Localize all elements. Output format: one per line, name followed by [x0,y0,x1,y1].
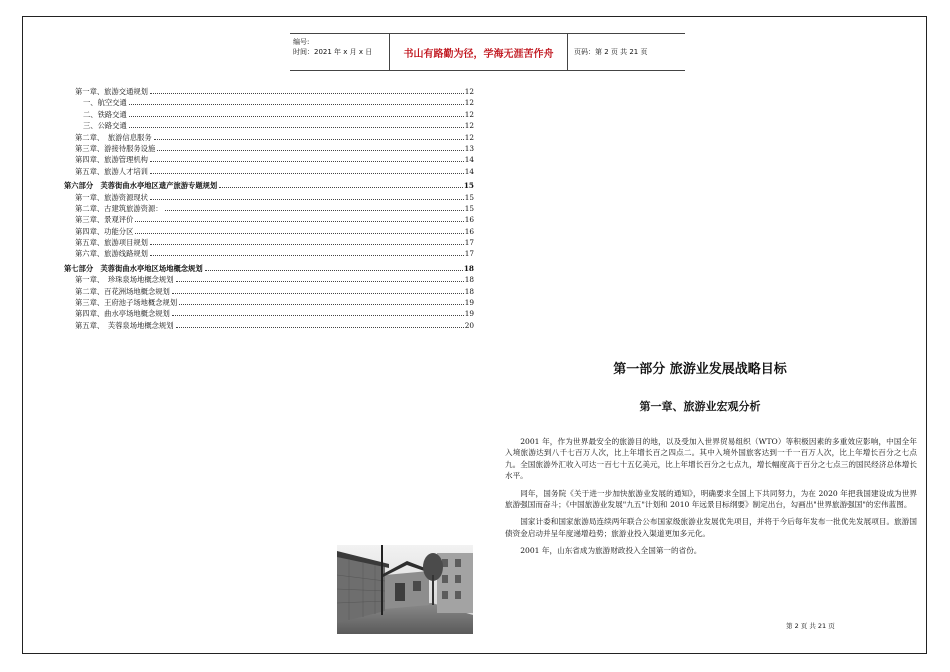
toc-entry-title: 第二章、百花洲场地概念规划 [75,286,170,296]
body-paragraph: 国家计委和国家旅游局连续两年联合公布国家级旅游业发展优先项目，并将于今后每年发布一批优先发展项目。旅游国债资金启动并呈年度递增趋势；旅游业投入渠道更加多元化。 [505,517,917,538]
header-motto: 书山有路勤为径，学海无涯苦作舟 [390,34,568,70]
toc-entry-title: 第五章、旅游人才培训 [75,166,148,176]
header-meta [290,34,390,70]
toc-leader-dots [150,192,464,200]
toc-entry-page: 12 [464,98,474,108]
toc-entry-page: 20 [464,320,474,330]
toc-leader-dots [157,143,463,151]
toc-entry-page: 19 [464,309,474,319]
toc-leader-dots [176,274,464,282]
toc-entry[interactable] [64,308,474,319]
toc-leader-dots [179,297,464,305]
toc-entry[interactable] [64,143,474,154]
toc-entry-page: 16 [464,226,474,236]
body-paragraph: 2001 年，作为世界最安全的旅游目的地，以及受加入世界贸易组织（WTO）等积极因素的多重效应影响，中国全年入境旅游达到八千七百万人次，比上年增长百之四点二。其中入境外国旅客达到一千一百万人次，比上年增长百分之七点九。全国旅游外汇收入可达一百七十五亿美元，比上年增长百分之七点九，增长幅度高于百分之七点三的国民经济总体增长水平。 [505,437,917,481]
toc-entry-page: 12 [464,132,474,142]
toc-entry[interactable] [64,180,474,191]
toc-leader-dots [205,263,463,271]
toc-entry-page: 15 [463,181,474,191]
toc-entry-title: 第一章、旅游交通规划 [75,87,148,96]
toc-entry[interactable] [64,97,474,108]
toc-entry-page: 17 [464,238,474,248]
toc-entry-page: 18 [464,275,474,285]
toc-entry-page: 12 [464,87,474,96]
toc-entry-page: 19 [464,298,474,308]
toc-entry[interactable] [64,166,474,177]
toc-entry[interactable] [64,226,474,237]
toc-entry[interactable] [64,86,474,97]
page-footer: 第 2 页 共 21 页 [786,622,835,630]
table-of-contents [64,86,474,331]
toc-entry-title: 第三章、景观评价 [75,215,134,225]
header-time: 时间：2021 年 x 月 x 日 [293,48,373,56]
part-title: 第一部分 旅游业发展战略目标 [613,362,787,377]
toc-leader-dots [154,132,464,140]
page-header [290,33,685,71]
toc-entry[interactable] [64,192,474,203]
toc-entry-title: 第三章、王府池子场地概念规划 [75,298,178,308]
toc-leader-dots [150,248,464,256]
toc-entry-page: 12 [464,121,474,131]
toc-leader-dots [176,320,464,328]
toc-entry-page: 14 [464,155,474,165]
toc-entry-page: 16 [464,215,474,225]
toc-entry[interactable] [64,248,474,259]
toc-entry-page: 12 [464,109,474,119]
toc-entry-page: 13 [464,143,474,153]
toc-entry-title: 二、铁路交通 [83,109,127,119]
toc-entry[interactable] [64,154,474,165]
toc-entry-title: 第二章、古建筑旅游资源： [75,203,163,213]
toc-entry-title: 第三章、游接待服务设施 [75,143,156,153]
toc-leader-dots [129,97,464,105]
toc-entry-page: 17 [464,249,474,259]
toc-entry-page: 15 [464,203,474,213]
toc-entry[interactable] [64,263,474,274]
toc-leader-dots [172,308,464,316]
toc-entry-title: 第一章、旅游资源现状 [75,192,148,202]
body-text [505,436,917,563]
toc-entry-title: 第四章、曲水亭场地概念规划 [75,309,170,319]
street-photo-image [337,545,473,634]
toc-entry-title: 第六章、旅游线路规划 [75,249,148,259]
body-paragraph: 同年，国务院《关于进一步加快旅游业发展的通知》，明确要求全国上下共同努力，为在 2020 年把我国建设成为世界旅游强国而奋斗；《中国旅游业发展"九五"计划和 2010 年远景目标纲要》制定出台，勾画出"世界旅游强国"的宏伟蓝图。 [505,488,917,510]
toc-leader-dots [129,120,464,128]
header-page: 页码：第 2 页 共 21 页 [574,48,648,56]
toc-entry-title: 第二章、 旅游信息服务 [75,132,152,142]
toc-entry[interactable] [64,286,474,297]
toc-entry-title: 第四章、旅游管理机构 [75,155,148,165]
toc-entry[interactable] [64,274,474,285]
toc-entry-page: 14 [464,166,474,176]
toc-leader-dots [150,166,464,174]
toc-leader-dots [150,237,464,245]
toc-entry-title: 第七部分 芙蓉街曲水亭地区场地概念规划 [64,263,203,273]
toc-entry-title: 第四章、功能分区 [75,226,134,236]
toc-entry-title: 第一章、 珍珠泉场地概念规划 [75,275,174,285]
toc-entry[interactable] [64,297,474,308]
toc-entry[interactable] [64,132,474,143]
toc-entry-title: 第五章、旅游项目规划 [75,238,148,248]
toc-leader-dots [150,154,464,162]
toc-entry-page: 18 [463,263,474,273]
toc-entry[interactable] [64,120,474,131]
toc-entry[interactable] [64,320,474,331]
toc-entry[interactable] [64,237,474,248]
toc-leader-dots [129,109,464,117]
toc-leader-dots [135,226,463,234]
header-number: 编号: [293,38,310,46]
toc-entry[interactable] [64,203,474,214]
toc-leader-dots [135,214,463,222]
toc-entry-title: 三、公路交通 [83,121,127,131]
toc-entry-title: 第五章、 芙蓉泉场地概念规划 [75,320,174,330]
toc-entry-title: 一、航空交通 [83,98,127,108]
toc-entry[interactable] [64,109,474,120]
toc-entry-page: 15 [464,192,474,202]
toc-leader-dots [150,86,464,94]
toc-leader-dots [165,203,464,211]
toc-leader-dots [172,286,464,294]
toc-entry-page: 18 [464,286,474,296]
chapter-title: 第一章、旅游业宏观分析 [639,400,761,413]
street-photo [337,545,473,634]
toc-entry-title: 第六部分 芙蓉街曲水亭地区遗产旅游专题规划 [64,181,218,191]
toc-entry[interactable] [64,214,474,225]
toc-leader-dots [219,180,463,188]
body-paragraph: 2001 年，山东省成为旅游财政投入全国第一的省份。 [520,546,702,556]
